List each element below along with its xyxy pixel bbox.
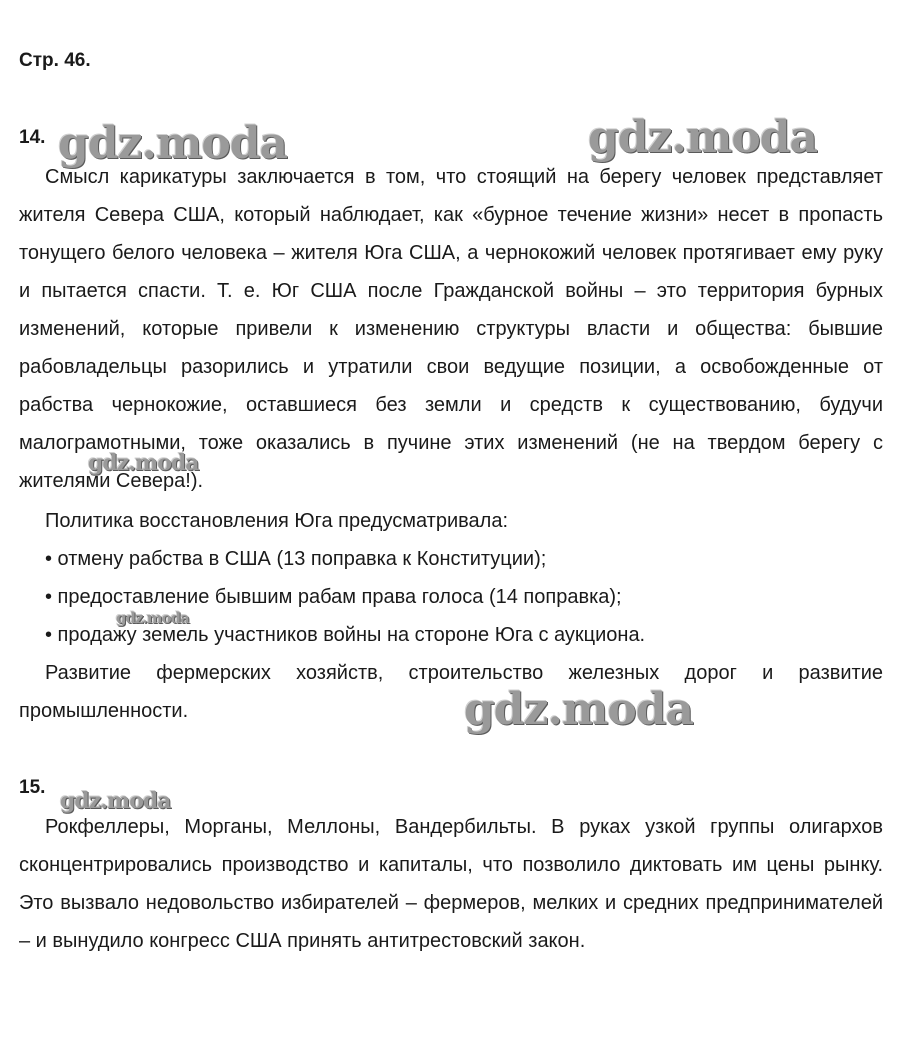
task-14-bullet-3: • продажу земель участников войны на стороне Юга с аукциона. (45, 624, 646, 646)
watermark-logo: gdz.moda (60, 788, 171, 814)
task-14-bullet-1: • отмену рабства в США (13 поправка к Конституции); (45, 548, 547, 570)
watermark-logo: gdz.moda (88, 450, 199, 476)
watermark-logo: gdz.moda (116, 609, 189, 627)
task-14-paragraph-1: Смысл карикатуры заключается в том, что стоящий на берегу человек представляет жителя Севера США, который наблюдает, как «бурное течение жизни» несет в пропасть тонущего белого человека – жителя Юга США, а чернокожий человек протягивает ему руку и пытается спасти. Т. е. Юг США после Гражданской войны – это территория бурных изменений, которые привели к изменению структуры власти и общества: бывшие рабовладельцы разорились и утратили свои ведущие позиции, а освобожденные от рабства чернокожие, оставшиеся без земли и средств к существованию, будучи малограмотными, тоже оказались в пучине этих изменений (не на твердом берегу с жителями Севера!). (19, 166, 883, 492)
page-label: Стр. 46. (19, 50, 91, 71)
watermark-logo: gdz.moda (588, 112, 818, 163)
task-14-paragraph-2: Развитие фермерских хозяйств, строительство железных дорог и развитие промышленности. (19, 662, 883, 722)
task-14-bullet-2: • предоставление бывшим рабам права голоса (14 поправка); (45, 586, 622, 608)
watermark-logo: gdz.moda (464, 684, 694, 735)
task-15-number: 15. (19, 777, 46, 798)
task-14-policy-intro: Политика восстановления Юга предусматривала: (45, 510, 508, 532)
watermark-logo: gdz.moda (58, 118, 288, 169)
task-15-paragraph-1: Рокфеллеры, Морганы, Меллоны, Вандербильты. В руках узкой группы олигархов сконцентрировались производство и капиталы, что позволило диктовать им цены рынку. Это вызвало недовольство избирателей – фермеров, мелких и средних предпринимателей – и вынудило конгресс США принять антитрестовский закон. (19, 816, 883, 952)
task-14-number: 14. (19, 127, 46, 148)
